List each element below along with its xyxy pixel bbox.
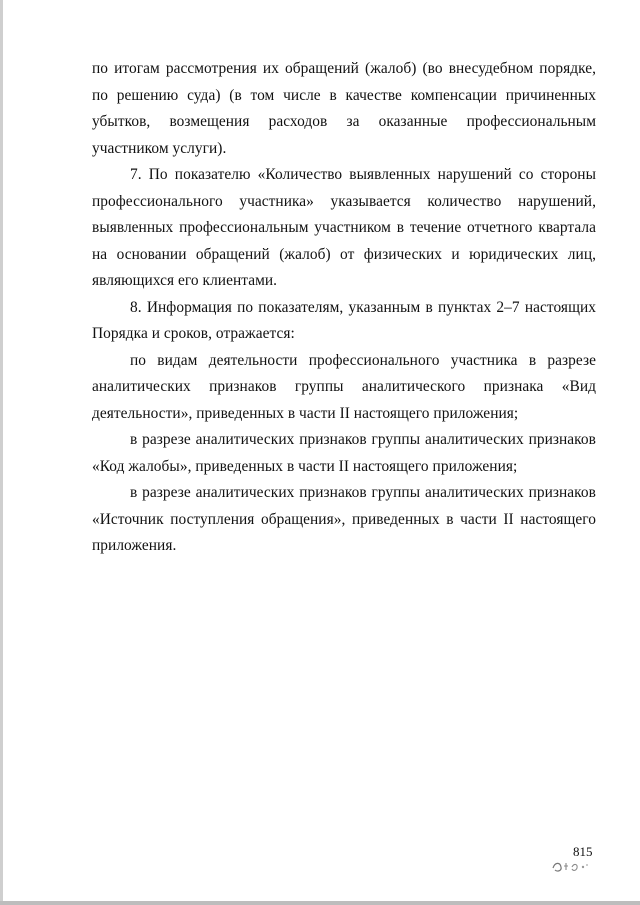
document-body	[92, 56, 596, 560]
paragraph-continuation: по итогам рассмотрения их обращений (жалоб) (во внесудебном порядке, по решению суда) (в том числе в качестве компенсации причиненных убытков, возмещения расходов за оказанные профессиональным участником услуги).	[92, 60, 596, 157]
scan-left-edge	[0, 0, 3, 905]
paragraph-item-7: 7. По показателю «Количество выявленных нарушений со стороны профессионального участника» указывается количество нарушений, выявленных профессиональным участником в течение отчетного квартала на основании обращений (жалоб) от физических и юридических лиц, являющихся его клиентами.	[92, 166, 596, 289]
paragraph-request-source: в разрезе аналитических признаков группы аналитических признаков «Источник поступления обращения», приведенных в части II настоящего приложения.	[92, 484, 596, 554]
scan-stamp-mark-icon	[551, 858, 591, 874]
scan-bottom-edge	[0, 901, 640, 905]
page-number: 815	[573, 844, 593, 859]
paragraph-item-8: 8. Информация по показателям, указанным в пунктах 2–7 настоящих Порядка и сроков, отражается:	[92, 298, 596, 342]
paragraph-complaint-code: в разрезе аналитических признаков группы аналитических признаков «Код жалобы», приведенных в части II настоящего приложения;	[92, 431, 596, 475]
paragraph-activity-types: по видам деятельности профессионального участника в разрезе аналитических признаков группы аналитического признака «Вид деятельности», приведенных в части II настоящего приложения;	[92, 351, 596, 422]
